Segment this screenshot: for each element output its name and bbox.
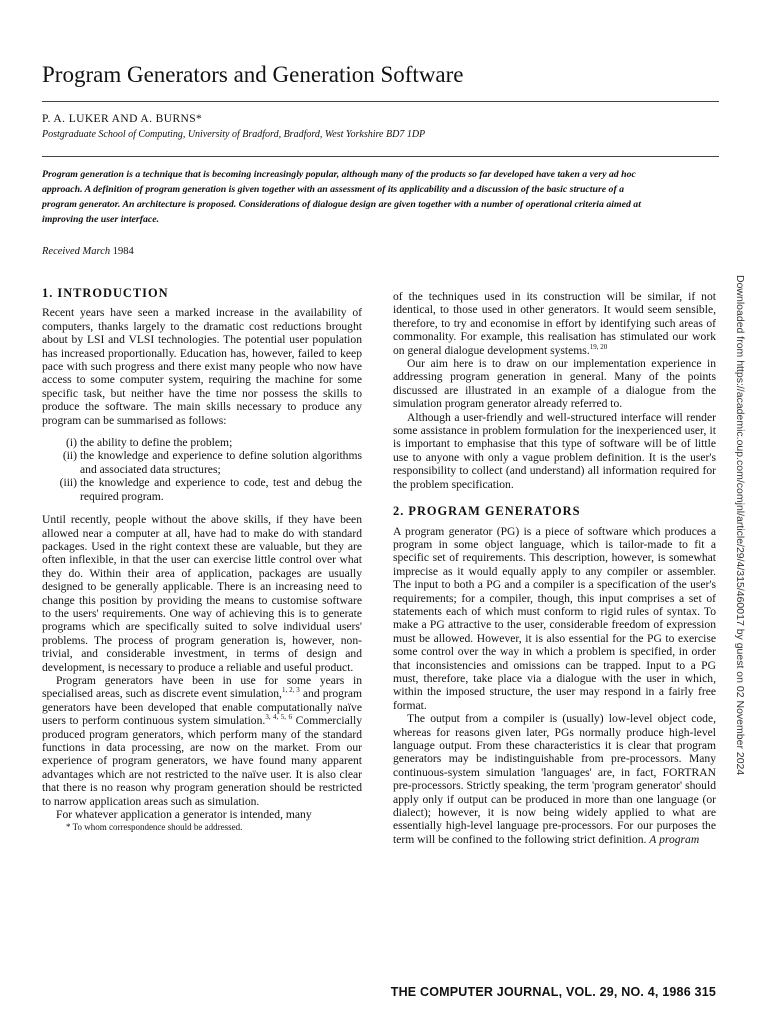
download-watermark: Downloaded from https://academic.oup.com/comjnl/article/29/4/315/460017 by guest on 02 November 2024 (734, 275, 746, 776)
authors: P. A. LUKER AND A. BURNS* (42, 113, 203, 125)
section-2-heading: 2. PROGRAM GENERATORS (393, 504, 581, 519)
right-column (393, 290, 716, 846)
pg-paragraph-1: A program generator (PG) is a piece of software which produces a program in some object language, which is tailor-made to fit a specific set of requirements. This description, however, is somewhat imprecise as it would equally apply to any compiler or assembler. The input to both a PG and a compiler is a specification of the user's requirements; for a compiler, though, this input comprises a set of statements each of which must conform to rigid rules of syntax. To make a PG attractive to the user, considerable freedom of expression must be allowed. However, it is also essential for the PG to exercise some control over the way in which a problem is specified, in order that inconsistencies and omissions can be trapped. Input to a PG must, therefore, take place via a dialogue with the user in which, within the imposed structure, the user may respond in a fairly free format. (393, 524, 716, 712)
received-label: Received March (42, 246, 111, 257)
top-rule (42, 101, 719, 102)
footnote: * To whom correspondence should be addressed. (66, 822, 243, 833)
list-item: (iii) the knowledge and experience to code, test and debug the required program. (59, 476, 362, 503)
section-1-heading: 1. INTRODUCTION (42, 286, 169, 300)
paper-title: Program Generators and Generation Software (42, 62, 464, 87)
intro-paragraph-2: Until recently, people without the above skills, if they have been allowed near a computer at all, have had to make do with standard packages. Used in the right context these are valuable, but they are often inflexible, in that the user can exercise little control over what they do. Within their area of application, packages are usually designed to be generally applicable. There is an increasing need to change this position by providing the means to customise software to the users' requirements. One way of achieving this is to generate programs which are specifically suited to solve individual users' problems. The process of program generation is, however, non-trivial, and considerable investment, in terms of design and development, is necessary to produce a reliable and useful product. (42, 513, 362, 674)
abstract-rule (42, 156, 719, 157)
intro-paragraph-1: Recent years have seen a marked increase in the availability of computers, thanks largely to the dramatic cost reductions brought about by LSI and VLSI technologies. The potential user population has increased proportionally. Education has, however, failed to keep pace with such progress and there exist many people who now have access to some computer system, requiring the machine for some specific task, but neither have the time nor possess the skills to produce the software. The main skills necessary to produce any program can be summarised as follows: (42, 306, 362, 427)
skills-list (42, 436, 362, 503)
journal-footer: THE COMPUTER JOURNAL, VOL. 29, NO. 4, 1986 315 (390, 985, 716, 999)
abstract: Program generation is a technique that is becoming increasingly popular, although many of the products so far developed have taken a very ad hoc approach. A definition of program generation is given together with an assessment of its applicability and a discussion of the basic structure of a program generator. An architecture is proposed. Considerations of dialogue design are given together with a number of operational criteria aimed at improving the user interface. (42, 169, 641, 225)
intro-paragraph-3: Program generators have been in use for some years in specialised areas, such as discrete event simulation,$^{1, 2, 3}$ and program generators have been developed that enable computationally naïve users to perform continuous system simulation.$^{3, 4, 5, 6}$ Commercially produced program generators, which perform many of the standard functions in data processing, are now on the market. From our experience of program generators, we have found many apparent advantages which are not restricted to the naïve user. It is also clear that there is no reason why program generation should be restricted to narrow application areas such as simulation. (42, 673, 362, 808)
left-column (42, 287, 362, 835)
right-paragraph-2: Our aim here is to draw on our implementation experience in addressing program generation in general. Many of the points discussed are illustrated in an example of a dialogue from the simulation program generator already referred to. (393, 357, 716, 411)
intro-paragraph-4: For whatever application a generator is intended, many (56, 808, 312, 822)
list-item: (ii) the knowledge and experience to define solution algorithms and associated data structures; (62, 449, 362, 476)
affiliation: Postgraduate School of Computing, University of Bradford, Bradford, West Yorkshire BD7 1DP (42, 129, 426, 140)
right-paragraph-3: Although a user-friendly and well-structured interface will render some assistance in problem formulation for the inexperienced user, it is important to emphasise that this type of software will be of little use to anyone with only a vague problem definition. It is the user's responsibility to collect (and understand) all information required for the problem specification. (393, 410, 716, 491)
received-year: 1984 (112, 246, 134, 257)
received-date (42, 246, 134, 257)
right-paragraph-1: of the techniques used in its construction will be similar, if not identical, to those used in other generators. It would seem sensible, therefore, to try and economise in effort by identifying such areas of commonality. For example, this realisation has stimulated our work on general dialogue development systems.$^{19, 20}$ (393, 290, 716, 357)
pg-paragraph-2: The output from a compiler is (usually) low-level object code, whereas for reasons given later, PGs normally produce high-level language output. From these characteristics it is clear that program generators may be indistinguishable from pre-processors. Many continuous-system simulation 'languages' are, in fact, FORTRAN pre-processors. Strictly speaking, the term 'program generator' should apply only if output can be produced in more than one language (or dialect); however, it is now being widely applied to what are essentially high-level language pre-processors. For our purposes the term will be confined to the following strict definition. A program (393, 712, 716, 846)
list-item: (i) the ability to define the problem; (66, 436, 233, 450)
